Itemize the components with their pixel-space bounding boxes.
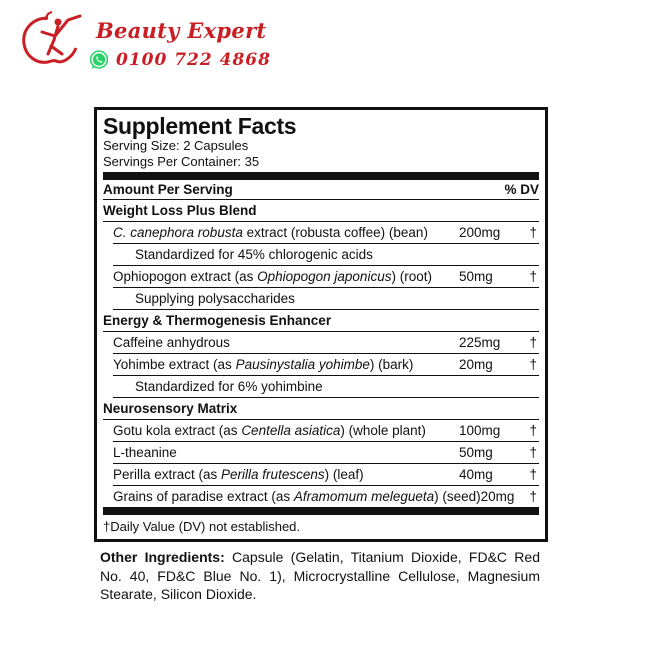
ingredient-row <box>113 420 539 442</box>
ingredient-name-italic: Ophiopogon japonicus <box>257 269 392 284</box>
ingredient-dv: † <box>529 269 537 284</box>
ingredient-name-post: ) (root) <box>391 269 432 284</box>
serving-size: Serving Size: 2 Capsules <box>103 138 249 153</box>
ingredient-name-italic: Pausinystalia yohimbe <box>235 357 370 372</box>
ingredient-dv: † <box>529 467 537 482</box>
ingredient-row <box>113 222 539 244</box>
facts-sections <box>103 200 539 507</box>
ingredient-name <box>113 225 459 240</box>
ingredient-name-italic: C. canephora robusta <box>113 225 243 240</box>
ingredient-amount: 100mg <box>459 423 501 438</box>
section-heading: Weight Loss Plus Blend <box>103 200 539 222</box>
amount-header: Amount Per Serving <box>103 182 233 197</box>
ingredient-dv: † <box>529 445 537 460</box>
ingredient-row <box>113 266 539 288</box>
ingredient-row <box>113 442 539 464</box>
section-heading: Energy & Thermogenesis Enhancer <box>103 310 539 332</box>
ingredient-name-pre: Gotu kola extract (as <box>113 423 242 438</box>
ingredient-name-post: ) (whole plant) <box>340 423 426 438</box>
servings-per-container: Servings Per Container: 35 <box>103 154 260 169</box>
ingredient-name <box>113 467 459 482</box>
thick-divider <box>103 172 539 180</box>
other-ingredients-text: Capsule (Gelatin, Titanium Dioxide, FD&C Red No. 40, FD&C Blue No. 1), Microcrystalline Cellulose, Magnesium Stearate, Silicon Dioxide. <box>100 549 540 602</box>
ingredient-name <box>113 357 459 372</box>
ingredient-dv: † <box>529 335 537 350</box>
facts-title: Supplement Facts <box>103 113 297 139</box>
woman-silhouette-apple-logo <box>18 10 88 66</box>
ingredient-name <box>113 269 459 284</box>
ingredient-row <box>113 354 539 376</box>
ingredient-name <box>113 445 459 460</box>
ingredient-name <box>113 489 481 504</box>
amount-header-row <box>103 180 539 200</box>
ingredient-amount: 20mg <box>480 489 515 504</box>
ingredient-name-pre: L-theanine <box>113 445 177 460</box>
other-ingredients-label: Other Ingredients: <box>100 549 225 565</box>
ingredient-name <box>113 335 459 350</box>
ingredient-name-pre: Ophiopogon extract (as <box>113 269 258 284</box>
ingredient-amount: 225mg <box>459 335 501 350</box>
ingredient-name-post: ) (bark) <box>369 357 414 372</box>
ingredient-name-post: ) (seed) <box>434 489 481 504</box>
ingredient-amount: 20mg <box>459 357 493 372</box>
ingredient-name-italic: Aframomum melegueta <box>293 489 435 504</box>
ingredient-subnote: Standardized for 6% yohimbine <box>113 376 539 398</box>
ingredient-name-pre: Grains of paradise extract (as <box>113 489 294 504</box>
dv-footnote: †Daily Value (DV) not established. <box>103 518 301 534</box>
supplement-facts-panel <box>94 107 548 542</box>
ingredient-dv: † <box>529 225 537 240</box>
section-heading: Neurosensory Matrix <box>103 398 539 420</box>
ingredient-amount: 50mg <box>459 445 493 460</box>
phone-number: 0100 722 4868 <box>116 50 271 70</box>
ingredient-name-italic: Centella asiatica <box>241 423 341 438</box>
ingredient-amount: 50mg <box>459 269 493 284</box>
ingredient-row <box>113 332 539 354</box>
ingredient-row <box>113 464 539 486</box>
bottom-thick-divider <box>103 507 539 515</box>
phone-row[interactable] <box>88 48 271 72</box>
ingredient-dv: † <box>529 357 537 372</box>
ingredient-subnote: Standardized for 45% chlorogenic acids <box>113 244 539 266</box>
ingredient-name-post: extract (robusta coffee) (bean) <box>242 225 428 240</box>
ingredient-name-pre: Caffeine anhydrous <box>113 335 230 350</box>
ingredient-dv: † <box>529 489 537 504</box>
whatsapp-icon <box>88 49 110 71</box>
ingredient-row <box>113 486 539 507</box>
brand-name: Beauty Expert <box>96 18 267 43</box>
ingredient-name-italic: Perilla frutescens <box>221 467 325 482</box>
dv-header: % DV <box>504 182 539 197</box>
ingredient-name <box>113 423 459 438</box>
ingredient-amount: 200mg <box>459 225 501 240</box>
ingredient-name-post: ) (leaf) <box>324 467 364 482</box>
other-ingredients <box>100 548 540 604</box>
ingredient-name-pre: Yohimbe extract (as <box>113 357 236 372</box>
ingredient-name-pre: Perilla extract (as <box>113 467 222 482</box>
ingredient-amount: 40mg <box>459 467 493 482</box>
ingredient-dv: † <box>529 423 537 438</box>
brand-header <box>18 8 318 68</box>
ingredient-subnote: Supplying polysaccharides <box>113 288 539 310</box>
